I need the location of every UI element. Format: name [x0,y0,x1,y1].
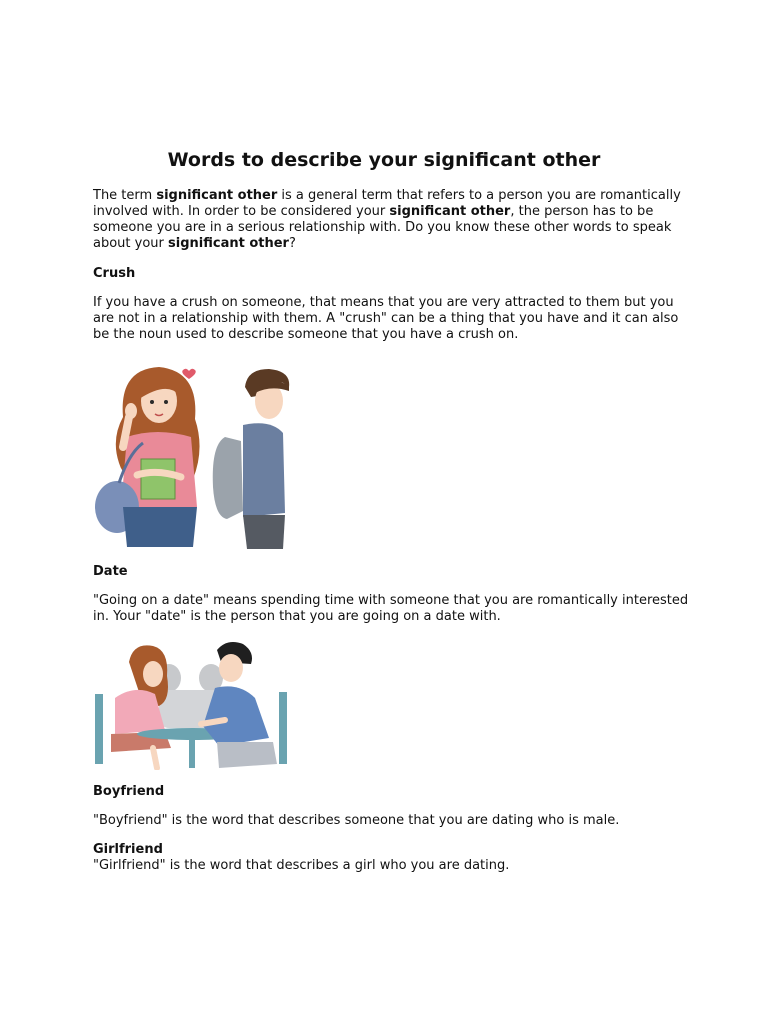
intro-paragraph [93,188,693,252]
intro-bold-3: significant other [168,236,289,251]
intro-bold-2: significant other [389,204,511,219]
crush-heading: Crush [93,266,136,281]
intro-bold-1: significant other [156,188,278,203]
crush-paragraph: If you have a crush on someone, that means that you are very attracted to them but you are not in a relationship with them. A "crush" can be a thing that you have and it can also be the noun used to describe someone that you have a crush on. [93,295,679,342]
date-heading: Date [93,564,128,579]
intro-text-3: , the person has to be someone you are in a serious relationship with. Do you know these other words to speak about your [93,204,672,251]
girlfriend-paragraph: "Girlfriend" is the word that describes a girl who you are dating. [93,858,510,873]
date-illustration [93,638,293,770]
boyfriend-heading: Boyfriend [93,784,165,799]
intro-text-2: is a general term that refers to a person you are romantically involved with. In order to be considered your [93,188,681,219]
intro-text-1: The term [93,188,157,203]
page-title: Words to describe your significant other [167,149,601,171]
intro-text-4: ? [288,236,296,251]
girlfriend-heading: Girlfriend [93,842,163,857]
date-paragraph: "Going on a date" means spending time with someone that you are romantically interested in. Your "date" is the person that you are going on a date with. [93,593,689,624]
boyfriend-paragraph: "Boyfriend" is the word that describes someone that you are dating who is male. [93,813,620,828]
heart-icon [182,369,196,379]
crush-illustration [93,357,293,549]
